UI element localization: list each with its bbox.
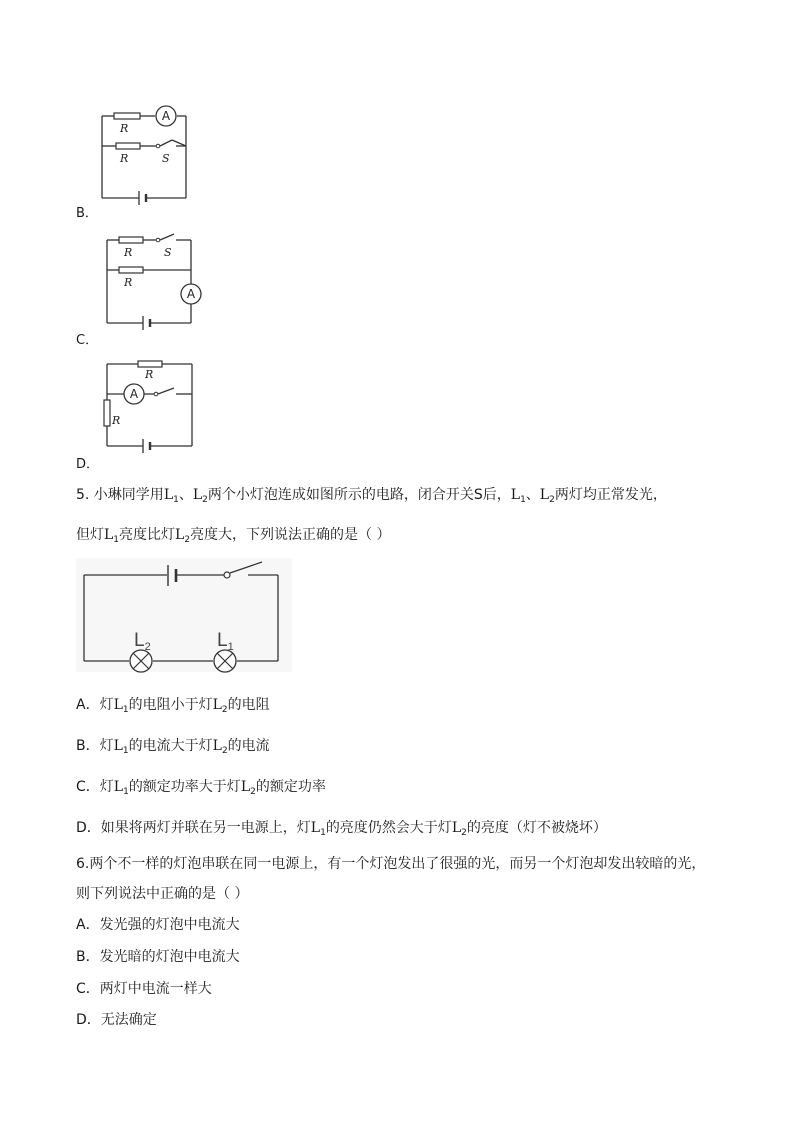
svg-text:R: R — [124, 246, 133, 259]
svg-text:L2: $L_2$ — [134, 630, 151, 653]
q5-stem-line1: 5. 小琳同学用$L_1$、$L_2$两个小灯泡连成如图所示的电路，闭合开关S后，$L_1$、$L_2$两灯均正常发光， — [76, 487, 667, 505]
q5-stem-line2: 但灯$L_1$亮度比灯$L_2$亮度大，下列说法正确的是（ ） — [76, 527, 391, 545]
svg-text:L1: $L_1$ — [217, 630, 234, 653]
switch-icon — [224, 572, 230, 578]
lamp-l1-icon — [214, 650, 236, 672]
svg-text:S: S — [162, 152, 170, 165]
svg-text:R: R — [124, 276, 133, 289]
q5-option-c: C．灯$L_1$的额定功率大于灯$L_2$的额定功率 — [76, 779, 326, 797]
option-b-label: B． — [76, 206, 98, 221]
option-d-label: D． — [76, 457, 100, 472]
option-c-label: C． — [76, 333, 99, 348]
q6-option-b: B．发光暗的灯泡中电流大 — [76, 949, 240, 965]
svg-text:R: R — [120, 122, 129, 135]
svg-text:R: R — [120, 152, 129, 165]
q5-option-a: A．灯$L_1$的电阻小于灯$L_2$的电阻 — [76, 697, 270, 715]
svg-text:S: S — [164, 246, 172, 259]
svg-text:A: A — [186, 287, 196, 301]
svg-text:A: A — [129, 387, 139, 401]
svg-text:R: R — [112, 414, 121, 427]
q5-option-b: B．灯$L_1$的电流大于灯$L_2$的电流 — [76, 738, 270, 756]
q6-stem-line2: 则下列说法中正确的是（ ） — [76, 886, 249, 902]
q6-stem-line1: 6.两个不一样的灯泡串联在同一电源上，有一个灯泡发出了很强的光，而另一个灯泡却发出较暗的光， — [76, 856, 706, 872]
q6-option-d: D．无法确定 — [76, 1012, 157, 1028]
svg-text:R: R — [145, 368, 154, 381]
lamp-l2-icon — [130, 650, 152, 672]
q6-option-a: A．发光强的灯泡中电流大 — [76, 917, 240, 933]
q6-option-c: C．两灯中电流一样大 — [76, 981, 212, 997]
q5-option-d: D．如果将两灯并联在另一电源上，灯$L_1$的亮度仍然会大于灯$L_2$的亮度（灯不被烧坏） — [76, 820, 607, 838]
svg-text:A: A — [161, 109, 171, 123]
